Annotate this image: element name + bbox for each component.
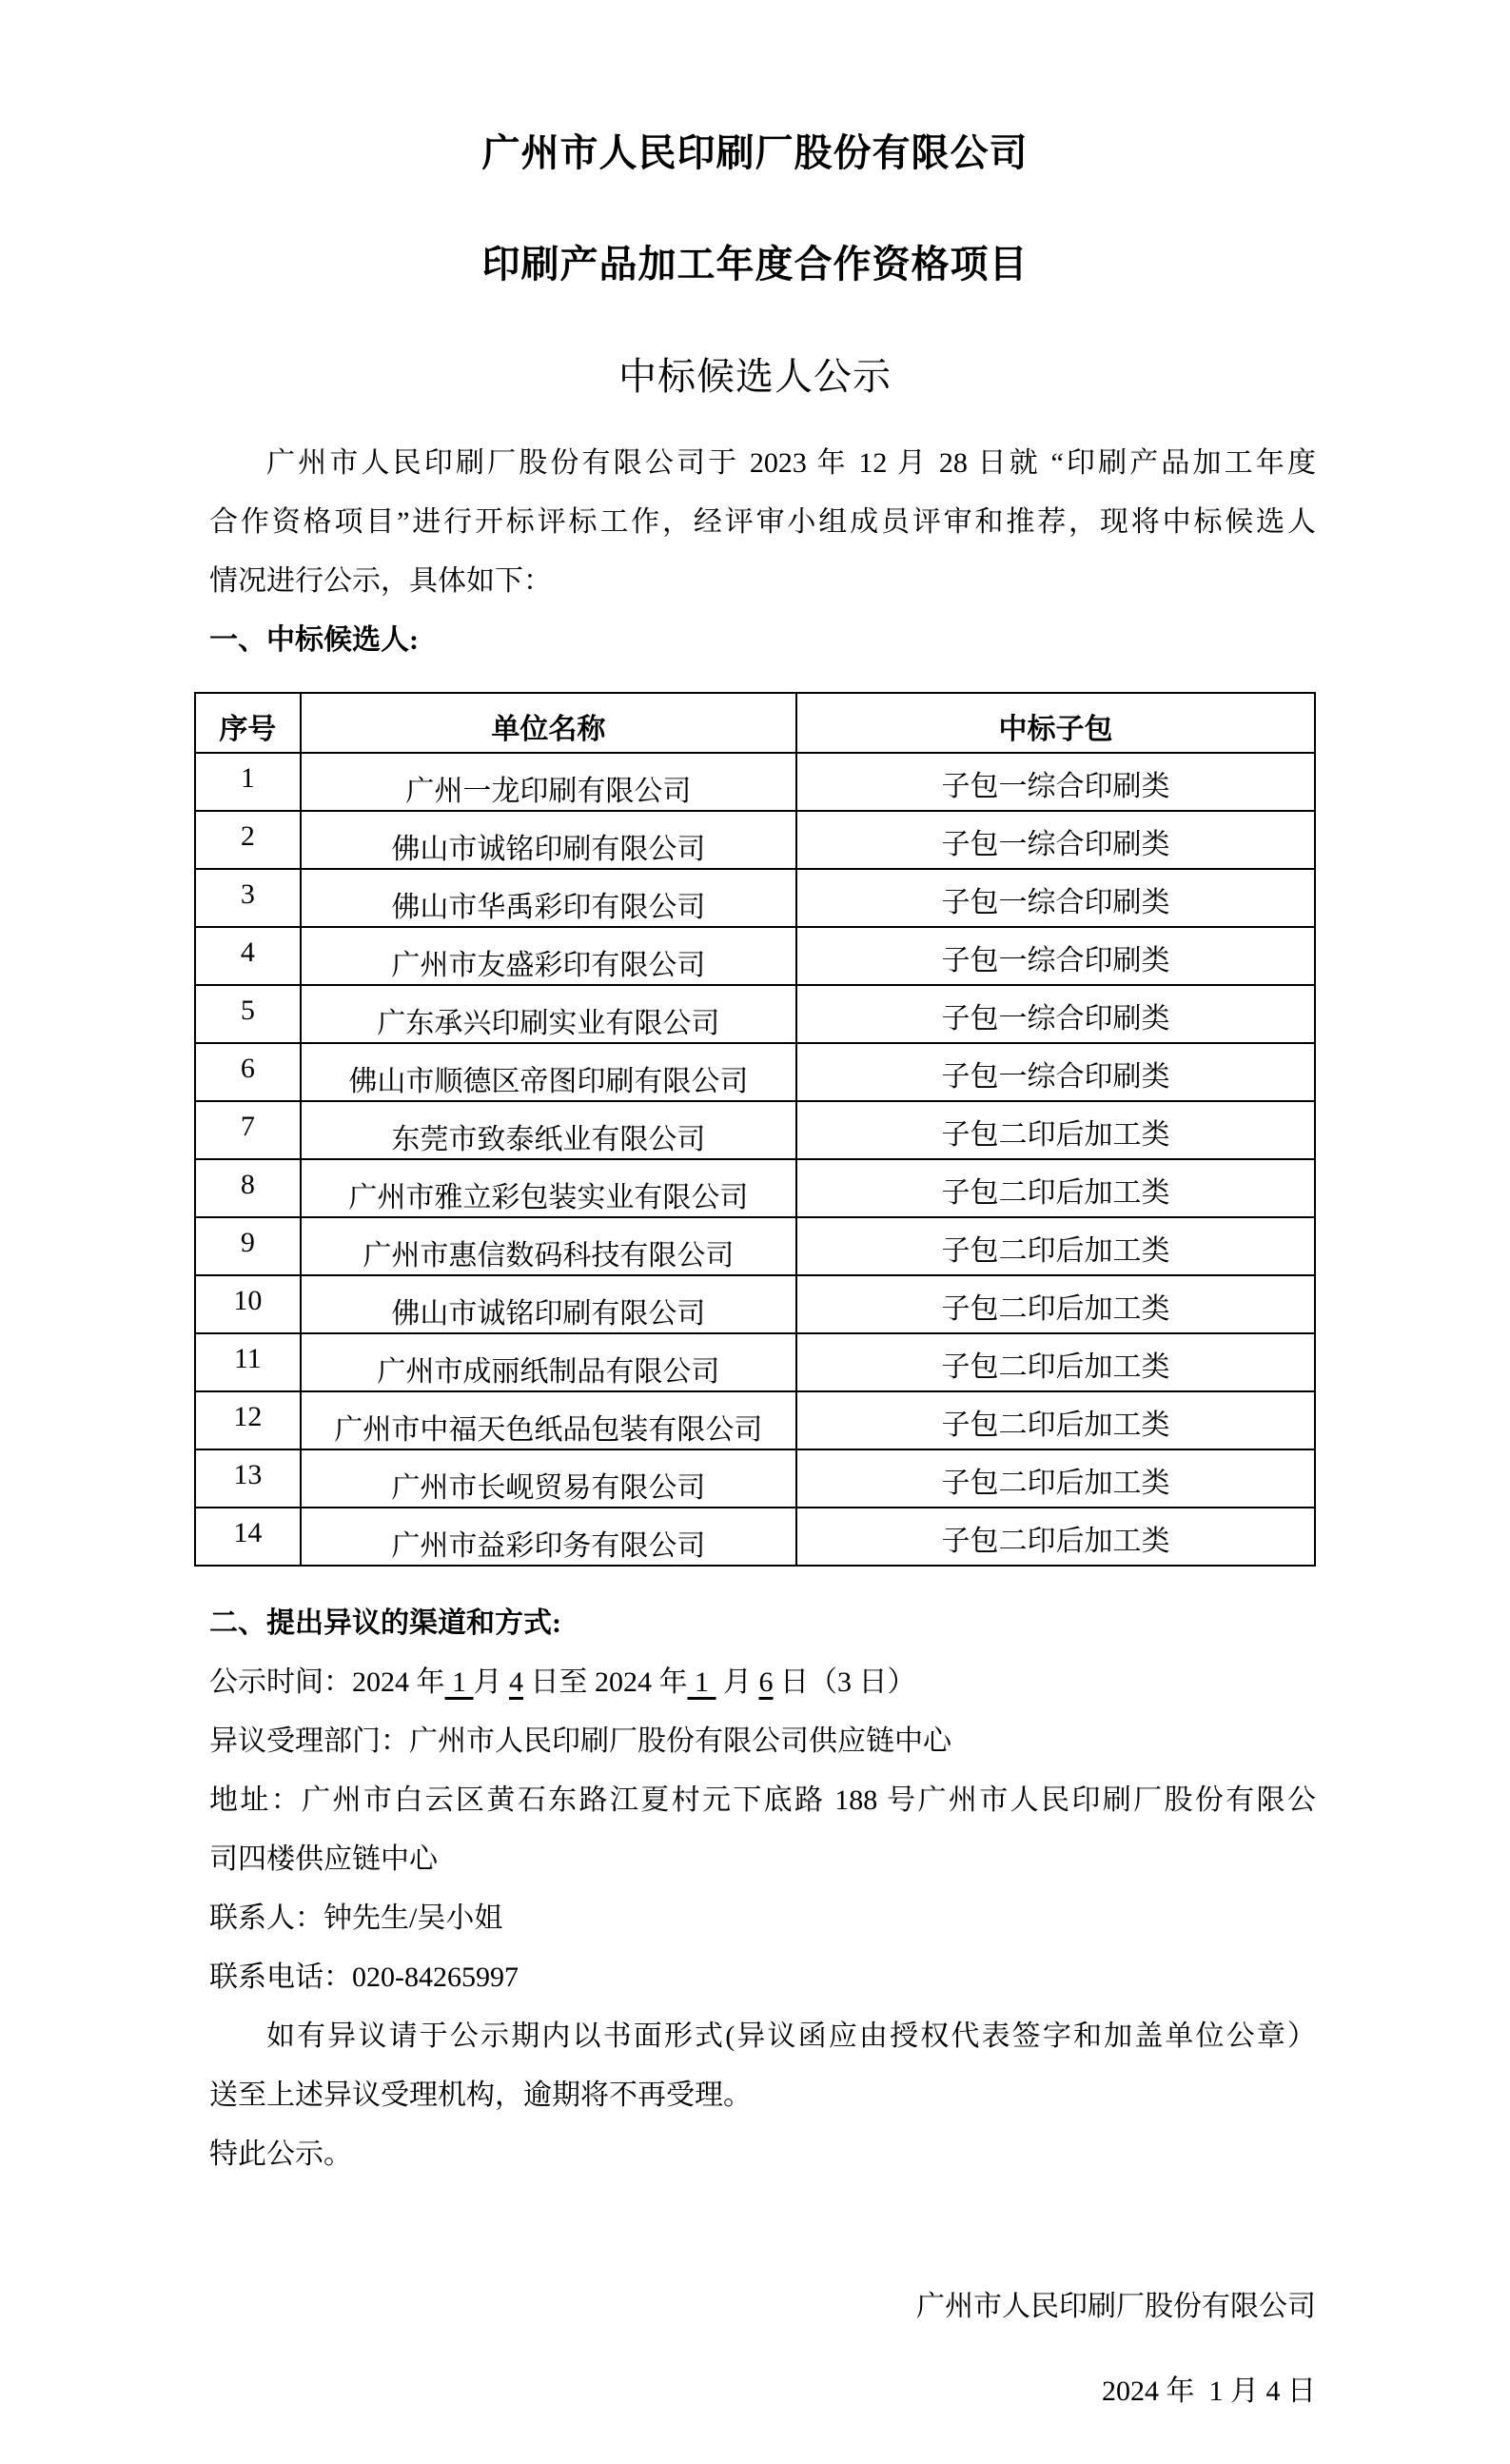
time-day-6-underlined: 6 [758, 1666, 774, 1698]
table-row [195, 1101, 1315, 1159]
cell-no: 6 [195, 1043, 301, 1101]
cell-company: 东莞市致泰纸业有限公司 [301, 1101, 796, 1159]
cell-package: 子包一综合印刷类 [796, 1043, 1315, 1101]
cell-package: 子包二印后加工类 [796, 1101, 1315, 1159]
table-row [195, 811, 1315, 869]
table-row [195, 1275, 1315, 1333]
cell-no: 5 [195, 985, 301, 1043]
address-line-1: 地址：广州市白云区黄石东路江夏村元下底路 188 号广州市人民印刷厂股份有限公 [209, 1784, 1316, 1816]
time-month-2-underlined: 1 [687, 1666, 716, 1698]
cell-company: 广州市惠信数码科技有限公司 [301, 1217, 796, 1275]
cell-company: 广州市益彩印务有限公司 [301, 1508, 796, 1566]
candidates-table [194, 692, 1316, 1567]
cell-no: 4 [195, 927, 301, 985]
cell-no: 10 [195, 1275, 301, 1333]
intro-paragraph [194, 434, 1316, 611]
objection-instruction-line-1: 如有异议请于公示期内以书面形式(异议函应由授权代表签字和加盖单位公章） [266, 2020, 1316, 2052]
doc-title-announcement: 中标候选人公示 [618, 355, 892, 398]
cell-package: 子包二印后加工类 [796, 1217, 1315, 1275]
cell-package: 子包二印后加工类 [796, 1508, 1315, 1566]
section1-heading: 一、中标候选人: [209, 624, 419, 656]
time-prefix: 公示时间：2024 年 [209, 1666, 445, 1698]
time-month-1-underlined: 1 [444, 1666, 474, 1698]
doc-title-company: 广州市人民印刷厂股份有限公司 [481, 131, 1029, 174]
cell-package: 子包二印后加工类 [796, 1391, 1315, 1449]
cell-no: 9 [195, 1217, 301, 1275]
cell-no: 13 [195, 1449, 301, 1508]
table-row [195, 1449, 1315, 1508]
time-day-4-underlined: 4 [509, 1666, 523, 1698]
intro-line-2: 合作资格项目”进行开标评标工作，经评审小组成员评审和推荐，现将中标候选人 [209, 506, 1316, 538]
cell-no: 2 [195, 811, 301, 869]
cell-package: 子包二印后加工类 [796, 1449, 1315, 1508]
cell-no: 14 [195, 1508, 301, 1566]
section2 [194, 1594, 1316, 2184]
contact-phone-line: 联系电话：020-84265997 [209, 1961, 519, 1993]
table-row [195, 1159, 1315, 1217]
cell-no: 7 [195, 1101, 301, 1159]
cell-company: 佛山市诚铭印刷有限公司 [301, 811, 796, 869]
cell-package: 子包二印后加工类 [796, 1333, 1315, 1391]
cell-company: 广州市雅立彩包装实业有限公司 [301, 1159, 796, 1217]
publicity-time-line [194, 1653, 1316, 1712]
cell-company: 广州市长岘贸易有限公司 [301, 1449, 796, 1508]
objection-dept-line: 异议受理部门：广州市人民印刷厂股份有限公司供应链中心 [209, 1725, 951, 1757]
table-row [195, 1333, 1315, 1391]
time-mid-2: 日至 2024 年 [523, 1666, 688, 1698]
intro-line-3: 情况进行公示，具体如下： [209, 565, 552, 597]
table-row [195, 1508, 1315, 1566]
cell-package: 子包二印后加工类 [796, 1159, 1315, 1217]
table-row [195, 869, 1315, 927]
cell-package: 子包一综合印刷类 [796, 985, 1315, 1043]
cell-no: 3 [195, 869, 301, 927]
cell-company: 佛山市诚铭印刷有限公司 [301, 1275, 796, 1333]
header-package: 中标子包 [796, 693, 1315, 753]
cell-no: 8 [195, 1159, 301, 1217]
objection-instruction-line-2: 送至上述异议受理机构，逾期将不再受理。 [209, 2080, 752, 2111]
cell-company: 广东承兴印刷实业有限公司 [301, 985, 796, 1043]
cell-company: 佛山市华禹彩印有限公司 [301, 869, 796, 927]
header-no: 序号 [195, 693, 301, 753]
table-row [195, 753, 1315, 811]
cell-company: 广州一龙印刷有限公司 [301, 753, 796, 811]
table-header-row [195, 693, 1315, 753]
time-suffix: 日（3 日） [773, 1666, 916, 1698]
table-row [195, 1043, 1315, 1101]
cell-no: 11 [195, 1333, 301, 1391]
cell-company: 广州市成丽纸制品有限公司 [301, 1333, 796, 1391]
section2-heading: 二、提出异议的渠道和方式: [209, 1607, 561, 1639]
closing-line: 特此公示。 [209, 2139, 352, 2170]
table-row [195, 927, 1315, 985]
cell-company: 广州市中福天色纸品包装有限公司 [301, 1391, 796, 1449]
cell-package: 子包一综合印刷类 [796, 811, 1315, 869]
contact-person-line: 联系人：钟先生/吴小姐 [209, 1902, 503, 1934]
time-mid-1: 月 [473, 1666, 509, 1698]
doc-title-project: 印刷产品加工年度合作资格项目 [481, 243, 1029, 286]
time-mid-3: 月 [716, 1666, 759, 1698]
table-row [195, 985, 1315, 1043]
table-row [195, 1391, 1315, 1449]
signature-date: 2024 年 1 月 4 日 [1102, 2375, 1316, 2407]
cell-package: 子包一综合印刷类 [796, 753, 1315, 811]
cell-company: 佛山市顺德区帝图印刷有限公司 [301, 1043, 796, 1101]
cell-company: 广州市友盛彩印有限公司 [301, 927, 796, 985]
cell-no: 12 [195, 1391, 301, 1449]
signature-company: 广州市人民印刷厂股份有限公司 [916, 2291, 1316, 2322]
header-company: 单位名称 [301, 693, 796, 753]
cell-no: 1 [195, 753, 301, 811]
cell-package: 子包二印后加工类 [796, 1275, 1315, 1333]
cell-package: 子包一综合印刷类 [796, 869, 1315, 927]
cell-package: 子包一综合印刷类 [796, 927, 1315, 985]
address-line-2: 司四楼供应链中心 [209, 1843, 438, 1875]
table-row [195, 1217, 1315, 1275]
intro-line-1: 广州市人民印刷厂股份有限公司于 2023 年 12 月 28 日就 “印刷产品加工年度 [266, 447, 1316, 479]
